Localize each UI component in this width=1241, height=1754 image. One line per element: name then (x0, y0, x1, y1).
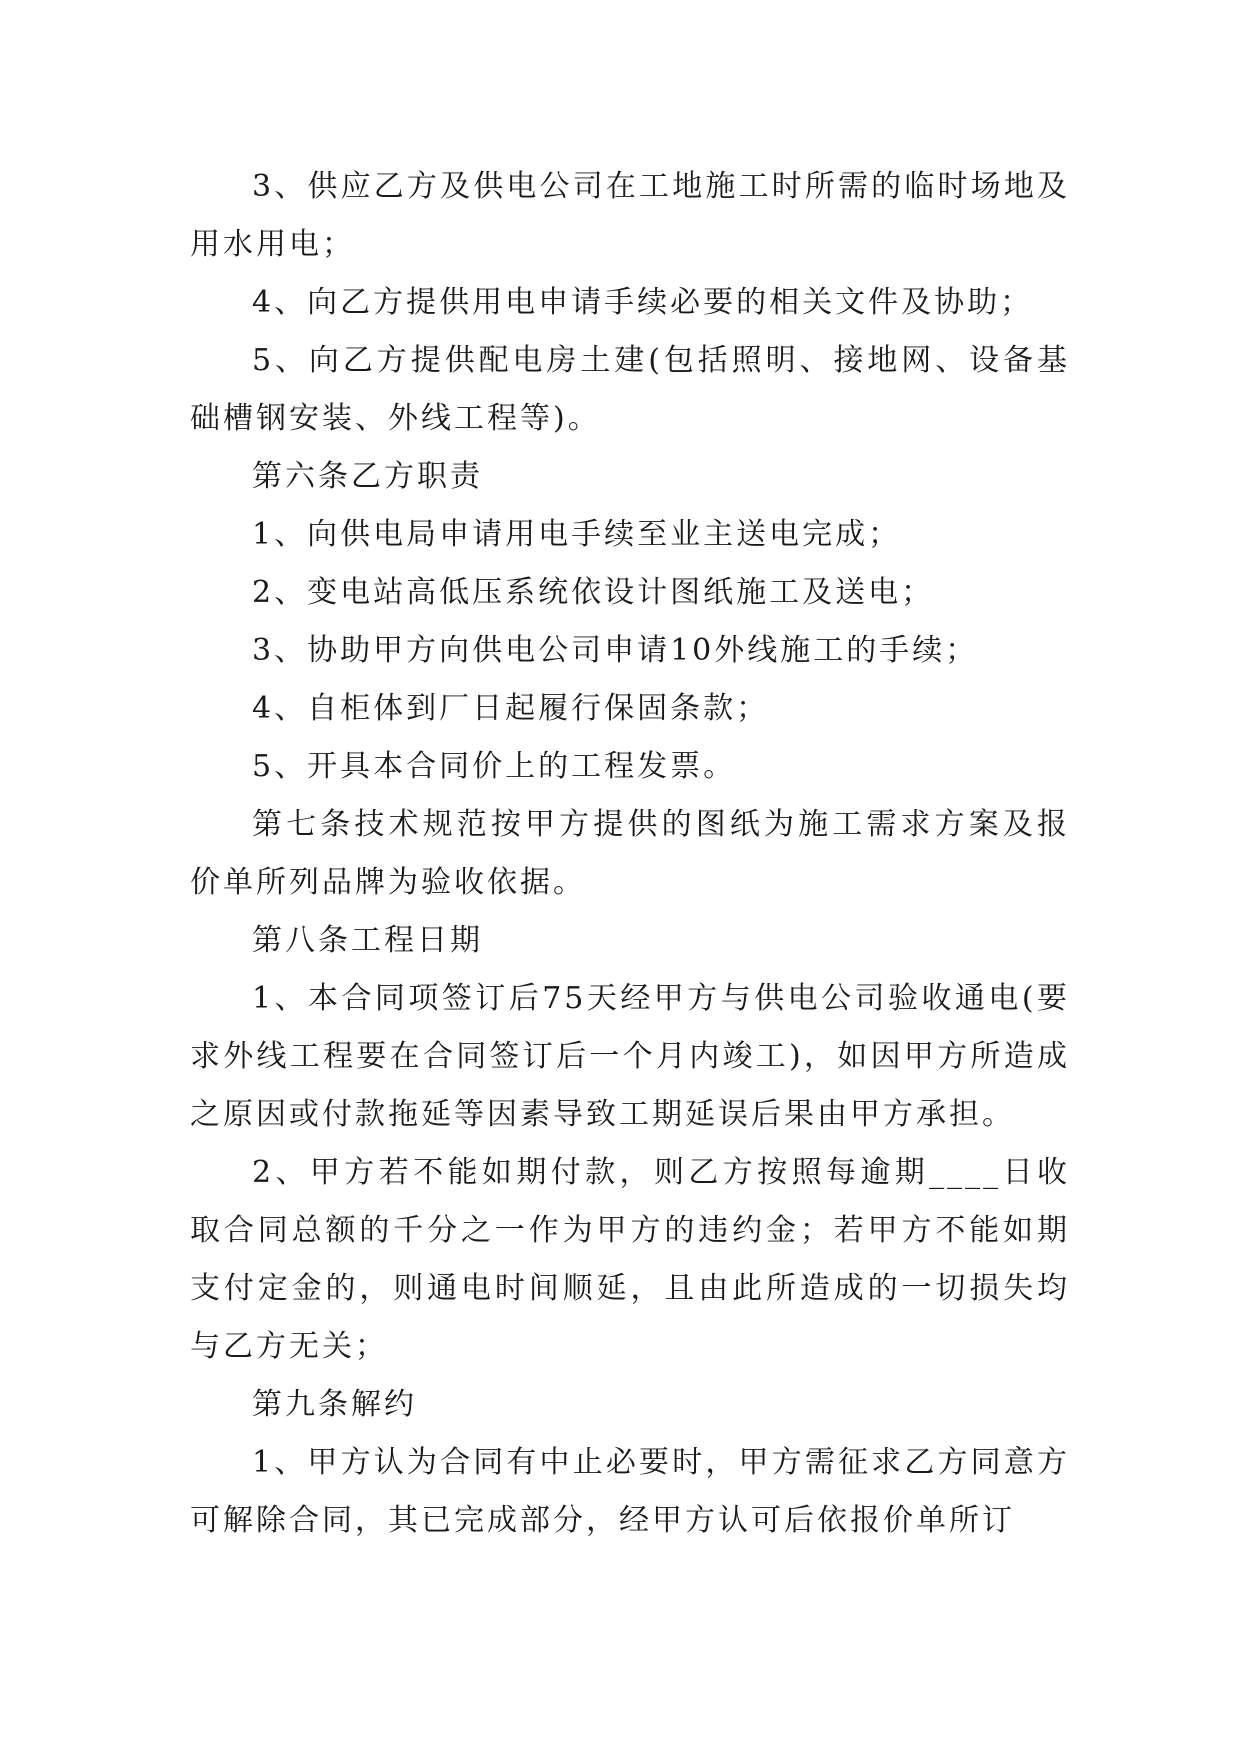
document-body (190, 158, 1070, 1550)
clause-paragraph: 2、变电站高低压系统依设计图纸施工及送电； (252, 575, 935, 610)
article-paragraph: 第七条技术规范按甲方提供的图纸为施工需求方案及报价单所列品牌为验收依据。 (190, 807, 1070, 900)
clause-paragraph: 4、向乙方提供用电申请手续必要的相关文件及协助； (252, 285, 1034, 320)
article-heading: 第六条乙方职责 (252, 459, 483, 494)
article-heading: 第九条解约 (252, 1387, 417, 1422)
clause-paragraph: 1、甲方认为合同有中止必要时，甲方需征求乙方同意方可解除合同，其已完成部分，经甲方认可后依报价单所订 (190, 1445, 1070, 1538)
article-heading: 第八条工程日期 (252, 923, 483, 958)
clause-paragraph: 5、向乙方提供配电房土建(包括照明、接地网、设备基础槽钢安装、外线工程等)。 (190, 343, 1070, 436)
clause-paragraph: 3、协助甲方向供电公司申请10外线施工的手续； (252, 633, 979, 668)
clause-paragraph: 4、自柜体到厂日起履行保固条款； (252, 691, 770, 726)
clause-paragraph: 2、甲方若不能如期付款，则乙方按照每逾期____日收取合同总额的千分之一作为甲方的违约金；若甲方不能如期支付定金的，则通电时间顺延，且由此所造成的一切损失均与乙方无关； (190, 1155, 1070, 1364)
clause-paragraph: 5、开具本合同价上的工程发票。 (252, 749, 737, 784)
clause-paragraph: 1、向供电局申请用电手续至业主送电完成； (252, 517, 902, 552)
clause-paragraph: 3、供应乙方及供电公司在工地施工时所需的临时场地及用水用电； (190, 169, 1070, 262)
clause-paragraph: 1、本合同项签订后75天经甲方与供电公司验收通电(要求外线工程要在合同签订后一个月内竣工)，如因甲方所造成之原因或付款拖延等因素导致工期延误后果由甲方承担。 (190, 981, 1070, 1132)
